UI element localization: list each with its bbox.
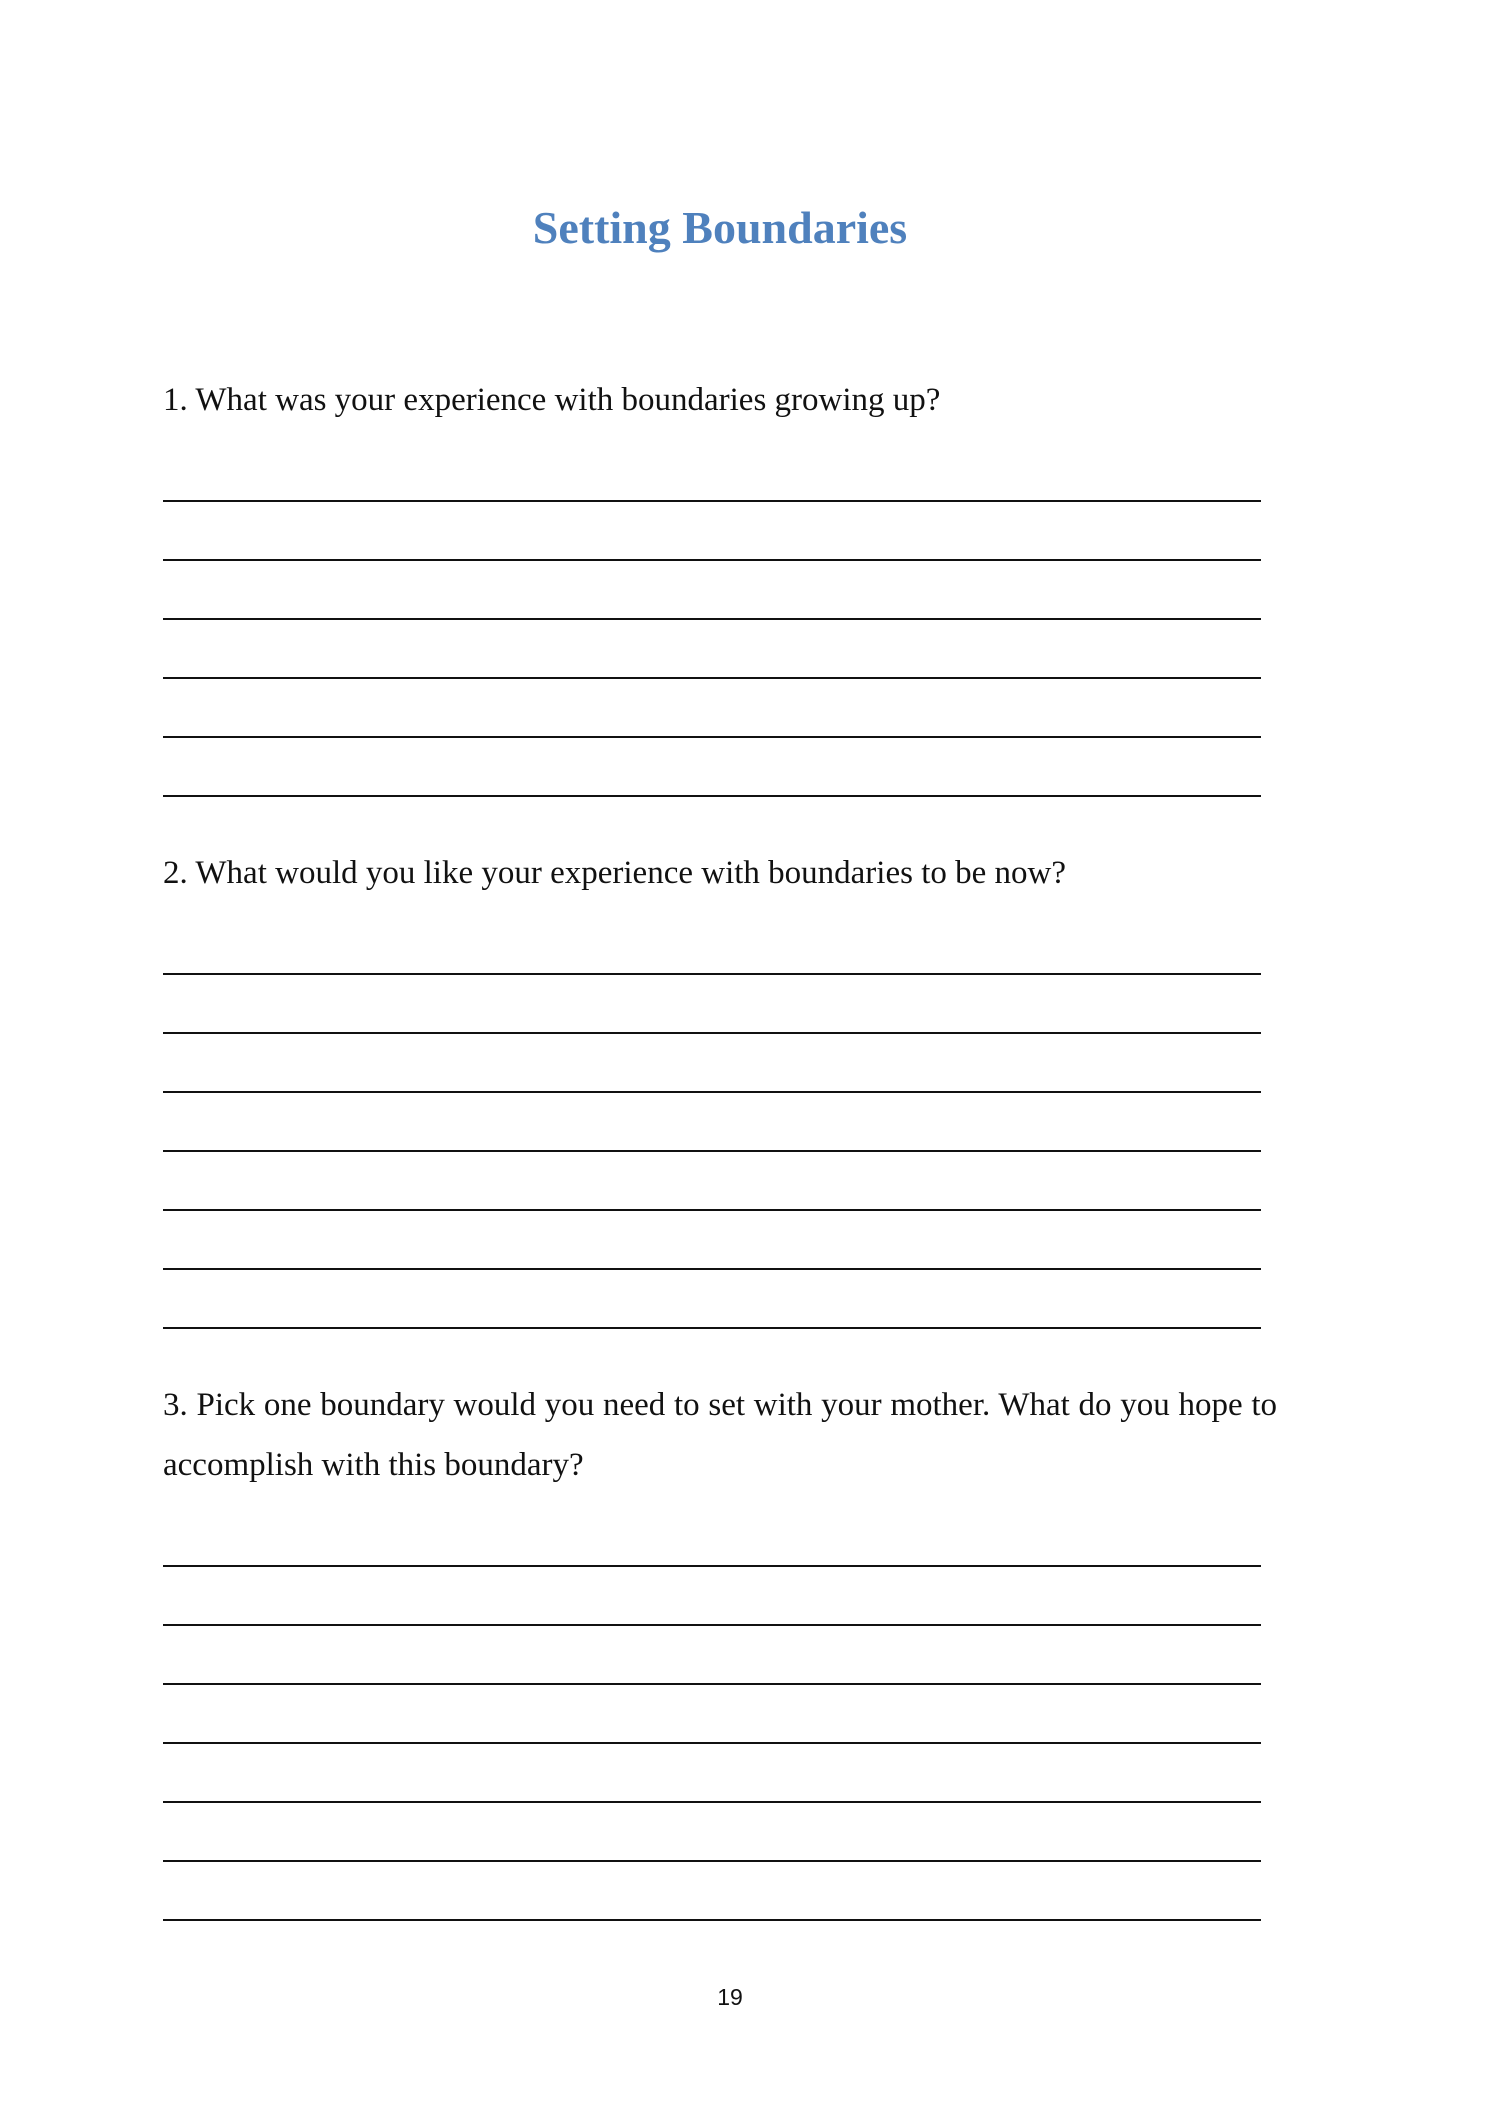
answer-line[interactable] xyxy=(163,795,1261,797)
answer-line[interactable] xyxy=(163,736,1261,738)
answer-line[interactable] xyxy=(163,618,1261,620)
answer-lines-2[interactable] xyxy=(163,973,1261,1386)
answer-line[interactable] xyxy=(163,559,1261,561)
answer-line[interactable] xyxy=(163,1801,1261,1803)
answer-line[interactable] xyxy=(163,973,1261,975)
question-3: 3. Pick one boundary would you need to set with your mother. What do you hope to accomplish with this boundary? xyxy=(163,1387,1277,1483)
page-number: 19 xyxy=(717,1984,743,2010)
answer-line[interactable] xyxy=(163,1209,1261,1211)
question-1: 1. What was your experience with boundaries growing up? xyxy=(163,382,941,418)
answer-line[interactable] xyxy=(163,1683,1261,1685)
answer-line[interactable] xyxy=(163,1624,1261,1626)
question-2: 2. What would you like your experience with boundaries to be now? xyxy=(163,855,1066,891)
answer-line[interactable] xyxy=(163,1327,1261,1329)
answer-line[interactable] xyxy=(163,1268,1261,1270)
answer-line[interactable] xyxy=(163,1565,1261,1567)
answer-line[interactable] xyxy=(163,1860,1261,1862)
answer-lines-1[interactable] xyxy=(163,500,1261,854)
answer-line[interactable] xyxy=(163,500,1261,502)
answer-line[interactable] xyxy=(163,1091,1261,1093)
answer-line[interactable] xyxy=(163,1032,1261,1034)
answer-line[interactable] xyxy=(163,677,1261,679)
answer-lines-3[interactable] xyxy=(163,1565,1261,1978)
page-title: Setting Boundaries xyxy=(532,202,908,253)
answer-line[interactable] xyxy=(163,1919,1261,1921)
answer-line[interactable] xyxy=(163,1150,1261,1152)
answer-line[interactable] xyxy=(163,1742,1261,1744)
